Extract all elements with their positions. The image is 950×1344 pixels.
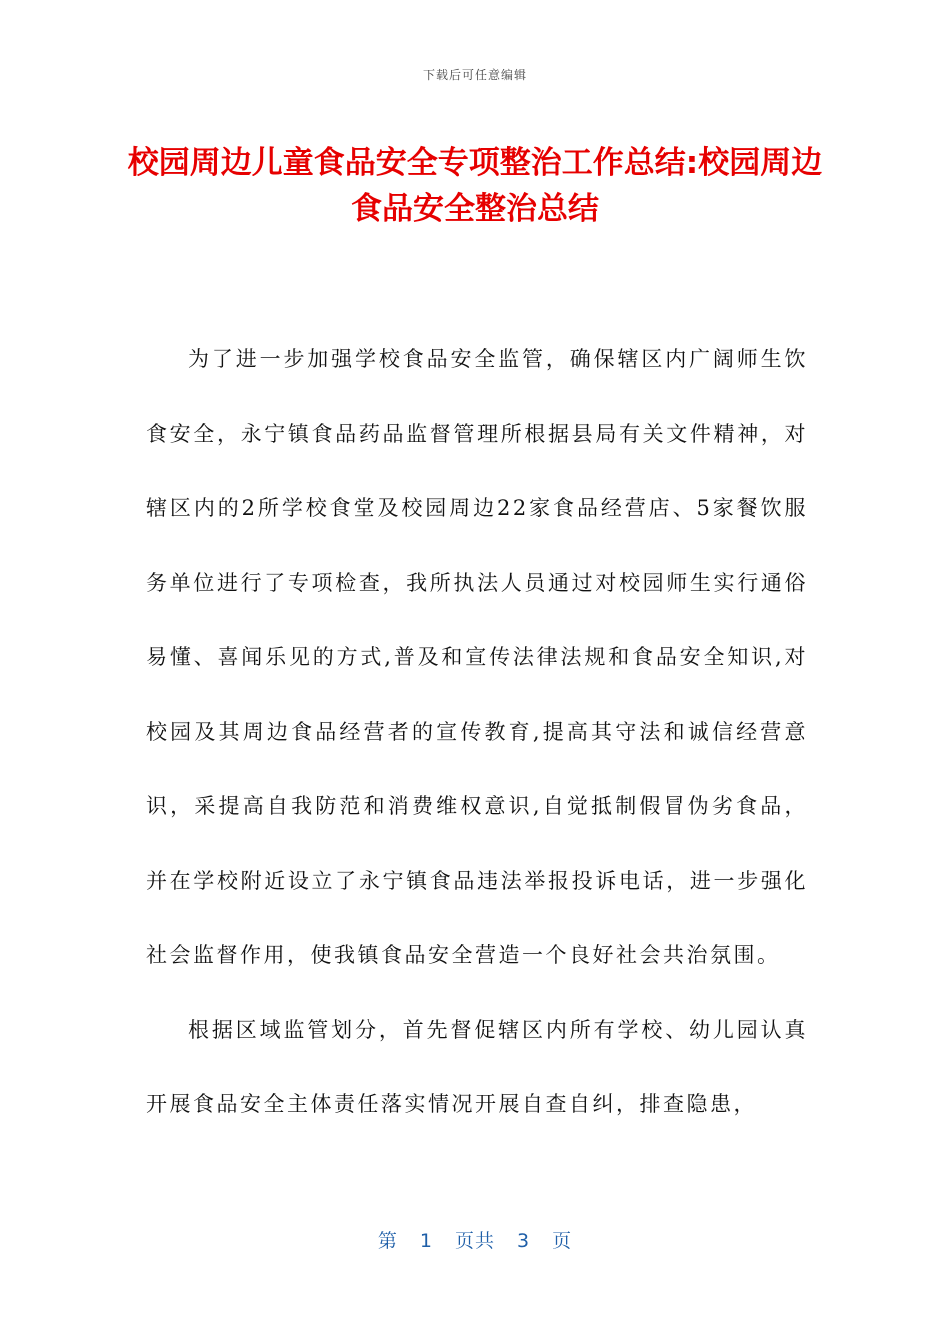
paragraph-1: 为了进一步加强学校食品安全监管，确保辖区内广阔师生饮食安全，永宁镇食品药品监督管理所根据县局有关文件精神，对辖区内的2所学校食堂及校园周边22家食品经营店、5家餐饮服务单位进行了专项检查，我所执法人员通过对校园师生实行通俗易懂、喜闻乐见的方式,普及和宣传法律法规和食品安全知识,对校园及其周边食品经营者的宣传教育,提高其守法和诚信经营意识，采提高自我防范和消费维权意识,自觉抵制假冒伪劣食品，并在学校附近设立了永宁镇食品违法举报投诉电话，进一步强化社会监督作用，使我镇食品安全营造一个良好社会共治氛围。 (146, 347, 808, 967)
page-number: 1 (419, 1230, 433, 1252)
page-footer (0, 1226, 950, 1253)
document-title: 校园周边儿童食品安全专项整治工作总结:校园周边食品安全整治总结 (127, 145, 823, 227)
page-middle: 页共 (454, 1230, 495, 1252)
document-body (146, 322, 808, 1142)
page-suffix: 页 (552, 1230, 573, 1252)
paragraph-2: 根据区域监管划分，首先督促辖区内所有学校、幼儿园认真开展食品安全主体责任落实情况开展自查自纠，排查隐患， (146, 1017, 808, 1116)
page-prefix: 第 (377, 1230, 398, 1252)
page-total: 3 (517, 1230, 531, 1252)
header-note: 下载后可任意编辑 (422, 68, 527, 82)
